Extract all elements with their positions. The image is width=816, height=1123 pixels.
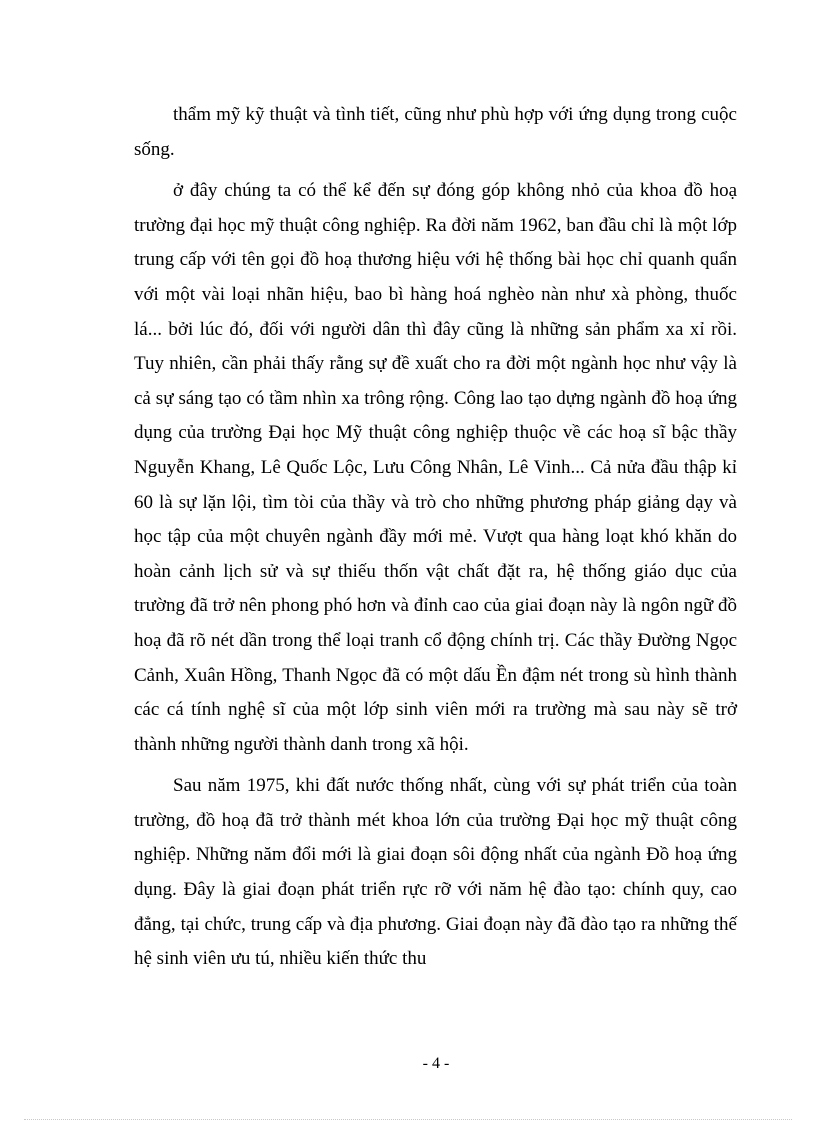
paragraph-faculty-history: ở đây chúng ta có thể kể đến sự đóng góp không nhỏ của khoa đồ hoạ trường đại học mỹ thuật công nghiệp. Ra đời năm 1962, ban đầu chỉ là một lớp trung cấp với tên gọi đồ hoạ thương hiệu với hệ thống bài học chỉ quanh quẩn với một vài loại nhãn hiệu, bao bì hàng hoá nghèo nàn như xà phòng, thuốc lá... bởi lúc đó, đối với người dân thì đây cũng là những sản phẩm xa xỉ rồi. Tuy nhiên, cần phải thấy rằng sự đề xuất cho ra đời một ngành học như vậy là cả sự sáng tạo có tầm nhìn xa trông rộng. Công lao tạo dựng ngành đồ hoạ ứng dụng của trường Đại học Mỹ thuật công nghiệp thuộc về các hoạ sĩ bậc thầy Nguyễn Khang, Lê Quốc Lộc, Lưu Công Nhân, Lê Vinh... Cả nửa đầu thập kỉ 60 là sự lặn lội, tìm tòi của thầy và trò cho những phương pháp giảng dạy và học tập của một chuyên ngành đầy mới mẻ. Vượt qua hàng loạt khó khăn do hoàn cảnh lịch sử và sự thiếu thốn vật chất đặt ra, hệ thống giáo dục của trường đã trở nên phong phó hơn và đỉnh cao của giai đoạn này là ngôn ngữ đồ hoạ đã rõ nét dần trong thể loại tranh cổ động chính trị. Các thầy Đường Ngọc Cảnh, Xuân Hồng, Thanh Ngọc đã có một dấu Ền đậm nét trong sù hình thành các cá tính nghệ sĩ của một lớp sinh viên mới ra trường mà sau này sẽ trở thành những người thành danh trong xã hội. (134, 180, 737, 755)
paragraph-continuation: thẩm mỹ kỹ thuật và tình tiết, cũng như phù hợp với ứng dụng trong cuộc sống. (134, 104, 737, 160)
page-number: - 4 - (422, 1055, 450, 1072)
paragraph-after-1975: Sau năm 1975, khi đất nước thống nhất, cùng với sự phát triển của toàn trường, đồ hoạ đã trở thành mét khoa lớn của trường Đại học mỹ thuật công nghiệp. Những năm đổi mới là giai đoạn sôi động nhất của ngành Đồ hoạ ứng dụng. Đây là giai đoạn phát triển rực rỡ với năm hệ đào tạo: chính quy, cao đẳng, tại chức, trung cấp và địa phương. Giai đoạn này đã đào tạo ra những thế hệ sinh viên ưu tú, nhiều kiến thức thu (134, 775, 737, 970)
body-text (134, 98, 737, 977)
page-bottom-divider (24, 1119, 792, 1120)
